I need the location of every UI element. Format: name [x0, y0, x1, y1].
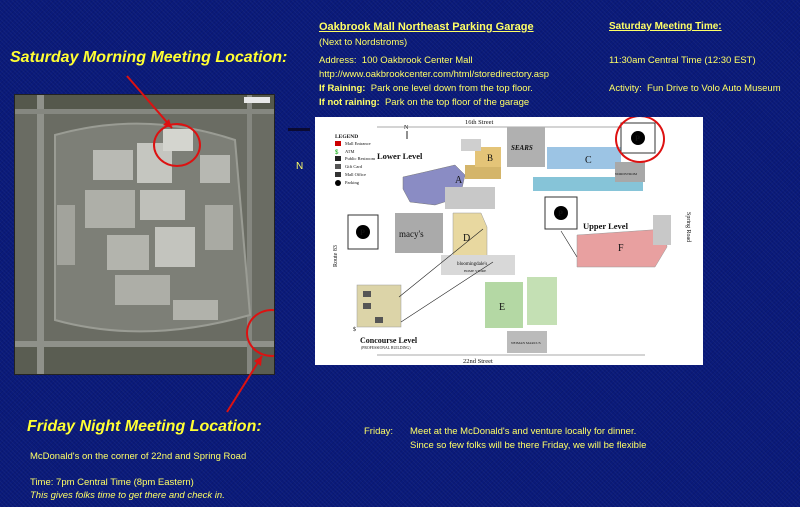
legend-item-4: Mall Office: [345, 172, 367, 177]
route-83: Route 83: [333, 245, 339, 267]
legend-item-1: ATM: [345, 149, 355, 154]
mall-office-icon: [335, 172, 341, 177]
legend-item-0: Mall Entrance: [345, 141, 371, 146]
section-a: A: [455, 175, 463, 186]
map-legend: [335, 134, 376, 186]
section-e: E: [499, 302, 506, 313]
map-north-label: N: [404, 125, 409, 131]
sears-store: SEARS: [511, 144, 533, 152]
activity-value: Fun Drive to Volo Auto Museum: [647, 83, 781, 94]
street-16th: 16th Street: [465, 119, 494, 126]
garage-title: Oakbrook Mall Northeast Parking Garage: [319, 21, 534, 33]
garage-address: [319, 54, 473, 68]
bloomingdales-store: bloomingdale's: [457, 262, 488, 267]
saturday-time-title: Saturday Meeting Time:: [609, 21, 722, 32]
section-d: D: [463, 233, 471, 244]
saturday-time-value: 11:30am Central Time (12:30 EST): [609, 55, 756, 66]
section-f: F: [618, 243, 624, 254]
mall-entrance-icon: [335, 141, 341, 146]
macys-store: macy's: [399, 229, 424, 239]
left-parking-symbol: P: [360, 228, 365, 237]
section-c: C: [585, 155, 592, 166]
legend-item-5: Parking: [345, 180, 359, 185]
garage-location-marker: [615, 117, 665, 163]
friday-note: This gives folks time to get there and check in.: [30, 490, 225, 501]
saturday-location-heading: Saturday Morning Meeting Location:: [10, 49, 288, 66]
activity-label: Activity:: [609, 83, 642, 94]
svg-text:$: $: [353, 327, 356, 333]
not-raining-instructions: [319, 96, 529, 110]
gift-card-icon: [335, 164, 341, 169]
friday-location-heading: Friday Night Meeting Location:: [27, 418, 262, 435]
nordstrom-store: NORDSTROM: [615, 172, 637, 176]
atm-icon: $: [335, 150, 339, 156]
bloomingdales-sub: HOME STORE: [464, 269, 487, 273]
mall-directory-link[interactable]: http://www.oakbrookcenter.com/html/storedirectory.asp: [319, 69, 550, 80]
parking-icon: [335, 180, 341, 186]
upper-level-label: Upper Level: [583, 221, 628, 231]
lower-level-label: Lower Level: [377, 151, 423, 161]
raining-instructions: [319, 82, 533, 96]
street-22nd: 22nd Street: [463, 358, 493, 365]
not-raining-text: Park on the top floor of the garage: [384, 97, 530, 108]
address-value: 100 Oakbrook Center Mall: [361, 55, 473, 66]
friday-label: Friday:: [364, 426, 394, 437]
neiman-store: NEIMAN MARCUS: [511, 341, 541, 345]
legend-item-3: Gift Card: [345, 164, 363, 169]
raining-text: Park one level down from the top floor.: [370, 83, 533, 94]
mall-directory-map: [315, 117, 703, 365]
friday-line-2: Since so few folks will be there Friday, we will be flexible: [410, 440, 647, 451]
spring-road: Spring Road: [685, 212, 691, 243]
aerial-north-label: N: [296, 161, 304, 172]
friday-place: McDonald's on the corner of 22nd and Spring Road: [30, 451, 247, 462]
not-raining-label: If not raining:: [319, 97, 380, 108]
north-arrow-icon: [288, 128, 310, 131]
raining-label: If Raining:: [319, 83, 366, 94]
friday-time: Time: 7pm Central Time (8pm Eastern): [30, 477, 194, 488]
restroom-icon: [335, 156, 341, 161]
legend-title: LEGEND: [335, 134, 359, 140]
concourse-sub-label: (PROFESSIONAL BUILDING): [361, 346, 411, 350]
friday-line-1: Meet at the McDonald's and venture locally for dinner.: [410, 426, 637, 437]
legend-item-2: Public Restroom: [345, 156, 376, 161]
garage-subtitle: (Next to Nordstroms): [319, 37, 408, 48]
section-b: B: [487, 153, 494, 163]
address-label: Address:: [319, 55, 357, 66]
concourse-level-label: Concourse Level: [360, 336, 418, 345]
center-parking-symbol: P: [558, 209, 563, 218]
garage-parking-symbol: P: [635, 134, 640, 143]
saturday-activity: [609, 82, 781, 96]
